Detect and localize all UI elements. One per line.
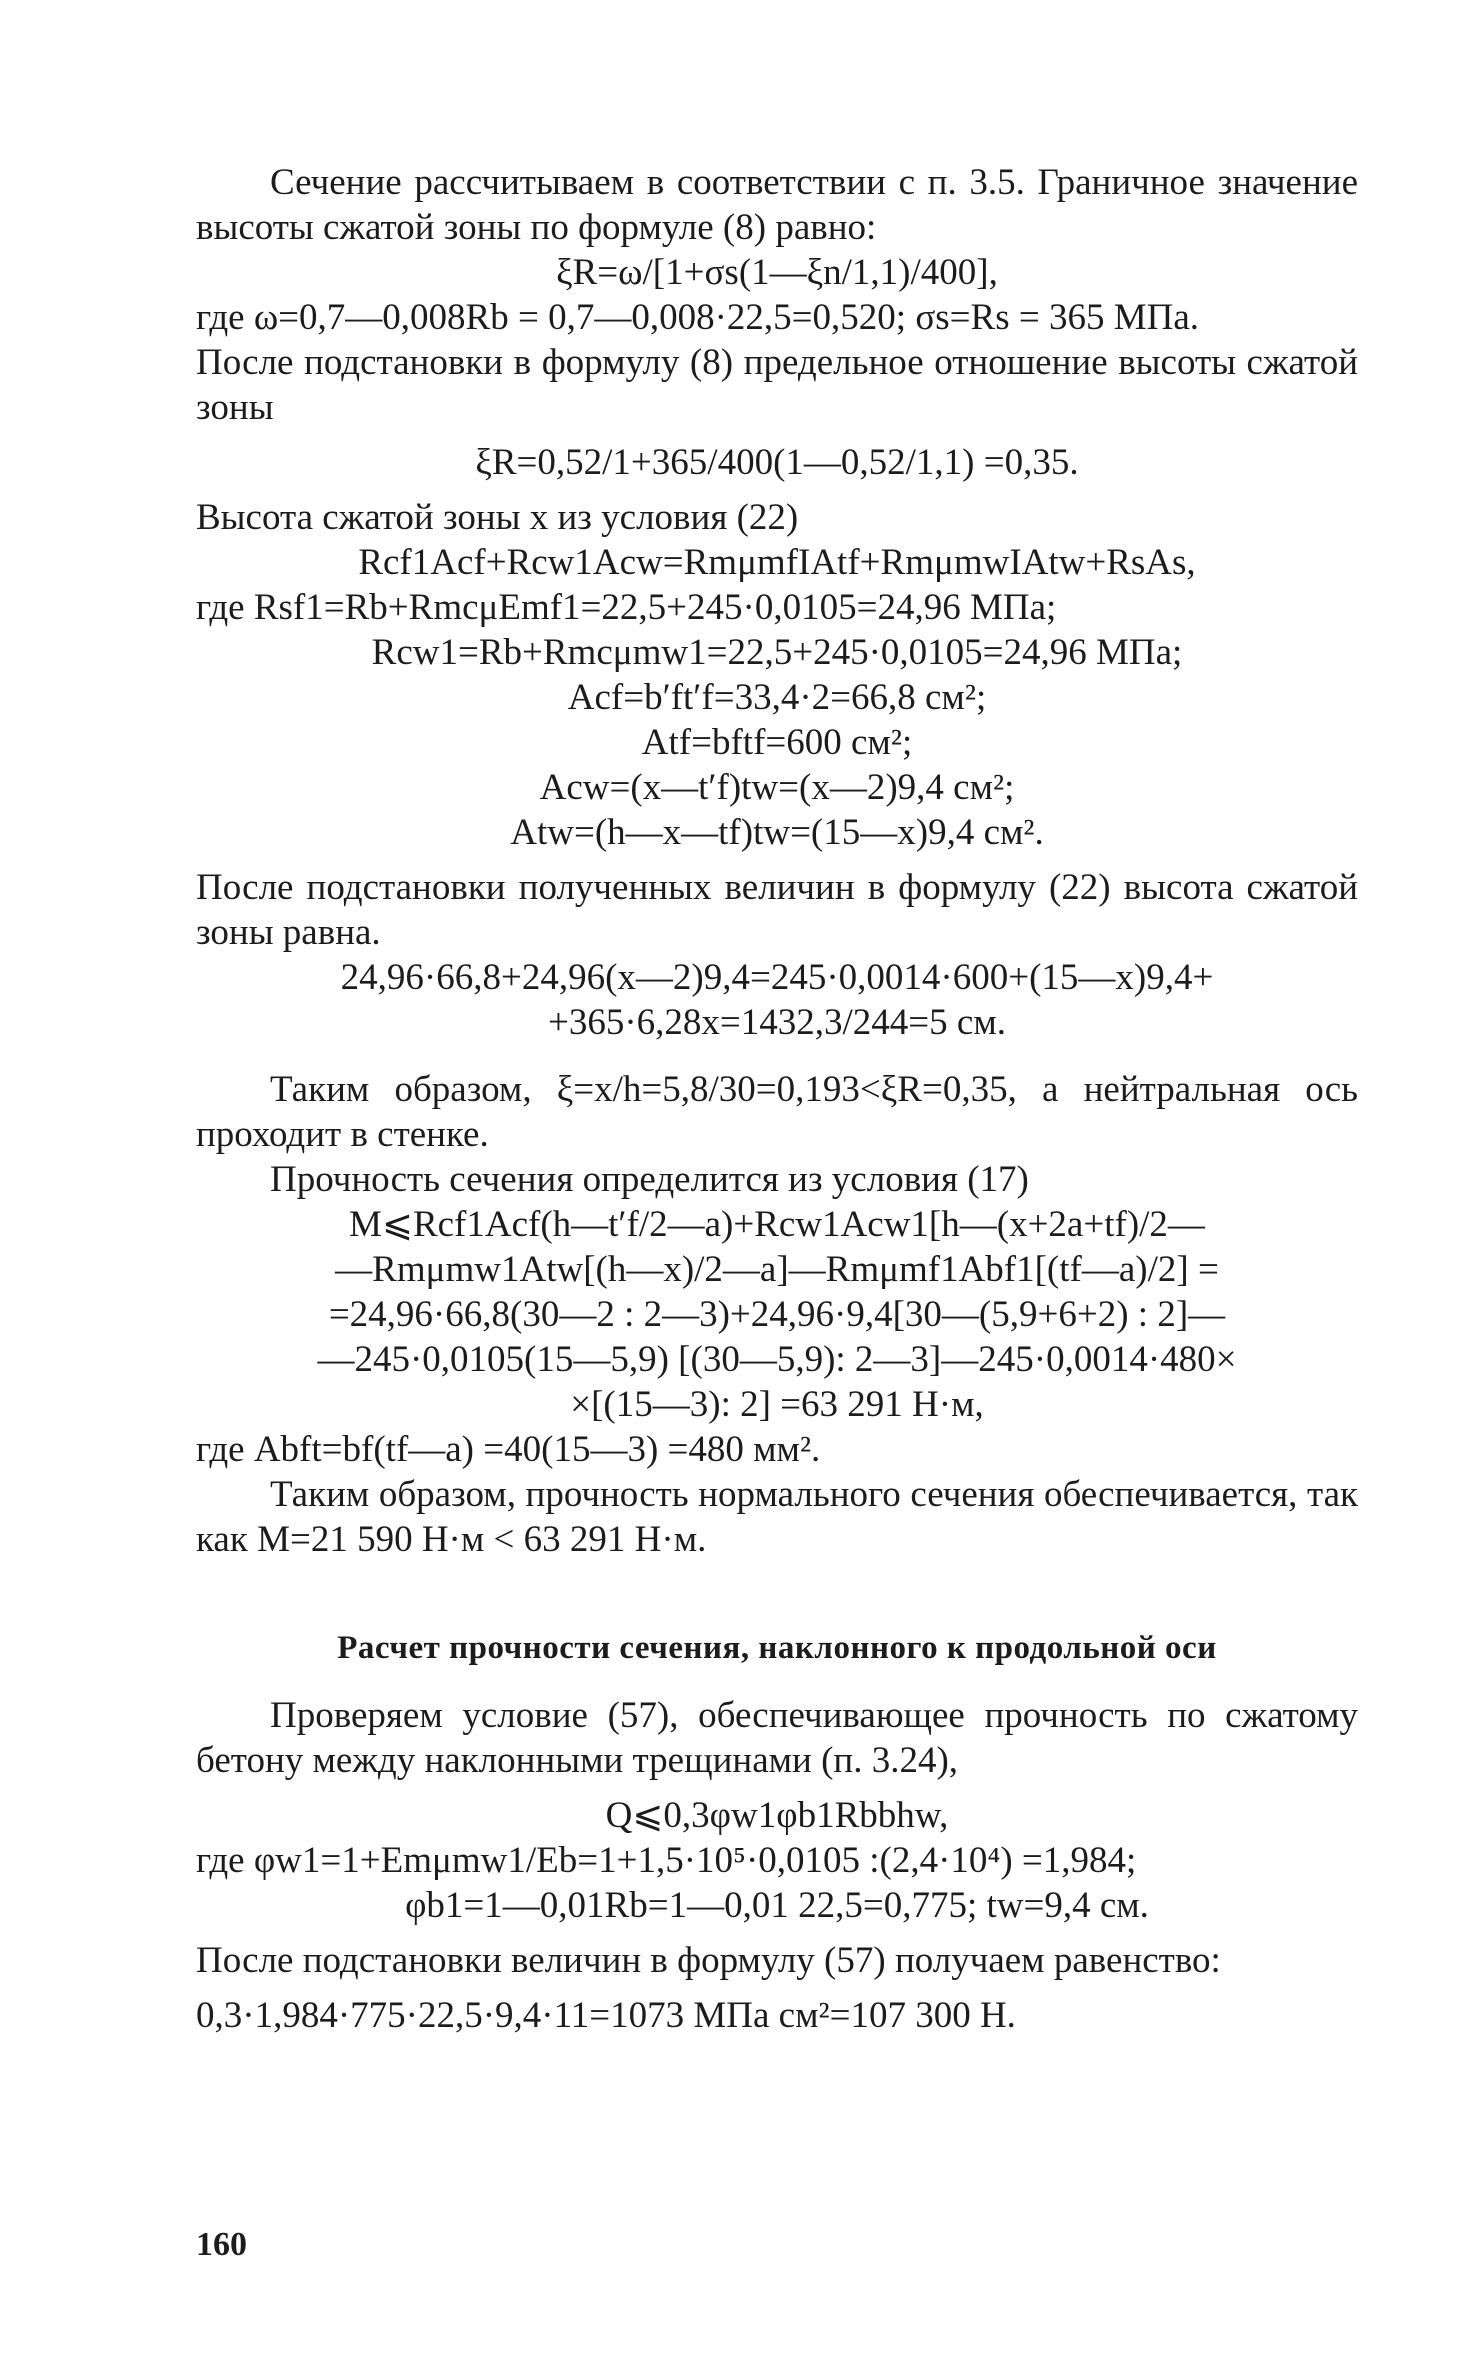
formula: Atf=bftf=600 см²; bbox=[641, 722, 913, 763]
formula: где Rsf1=Rb+RmcμEmf1=22,5+245·0,0105=24,96 МПа; bbox=[196, 587, 1057, 628]
formula: Atw=(h—x—tf)tw=(15—x)9,4 см². bbox=[510, 812, 1044, 853]
page-body bbox=[196, 160, 1358, 2038]
formula: ×[(15—3): 2] =63 291 Н·м, bbox=[570, 1384, 984, 1425]
paragraph: Высота сжатой зоны x из условия (22) bbox=[196, 497, 799, 538]
paragraph: Таким образом, прочность нормального сечения обеспечивается, так как M=21 590 Н·м < 63 291 Н·м. bbox=[196, 1474, 1358, 1560]
formula: ξR=0,52/1+365/400(1—0,52/1,1) =0,35. bbox=[475, 442, 1079, 483]
formula: =24,96·66,8(30—2 : 2—3)+24,96·9,4[30—(5,9+6+2) : 2]— bbox=[328, 1294, 1226, 1335]
page-number: 160 bbox=[196, 2226, 247, 2263]
formula: 24,96·66,8+24,96(x—2)9,4=245·0,0014·600+(15—x)9,4+ bbox=[340, 957, 1214, 998]
paragraph: После подстановки величин в формулу (57) получаем равенство: bbox=[196, 1940, 1221, 1981]
paragraph: Таким образом, ξ=x/h=5,8/30=0,193<ξR=0,35, а нейтральная ось проходит в стенке. bbox=[196, 1069, 1358, 1155]
section-heading: Расчет прочности сечения, наклонного к продольной оси bbox=[337, 1630, 1217, 1666]
formula: —Rmμmw1Atw[(h—x)/2—a]—Rmμmf1Abf1[(tf—a)/2] = bbox=[335, 1249, 1219, 1290]
formula: M⩽Rcf1Acf(h—t′f/2—a)+Rcw1Acw1[h—(x+2a+tf)/2— bbox=[349, 1204, 1205, 1245]
formula: Rcw1=Rb+Rmcμmw1=22,5+245·0,0105=24,96 МПа; bbox=[371, 632, 1183, 673]
formula: —245·0,0105(15—5,9) [(30—5,9): 2—3]—245·0,0014·480× bbox=[317, 1339, 1237, 1380]
formula-explanation: где Abft=bf(tf—a) =40(15—3) =480 мм². bbox=[196, 1429, 821, 1470]
paragraph: Прочность сечения определится из условия (17) bbox=[270, 1159, 1029, 1200]
formula: ξR=ω/[1+σs(1—ξn/1,1)/400], bbox=[556, 252, 998, 293]
formula: Acw=(x—t′f)tw=(x—2)9,4 см²; bbox=[539, 767, 1015, 808]
formula: где φw1=1+Emμmw1/Eb=1+1,5·10⁵·0,0105 :(2,4·10⁴) =1,984; bbox=[196, 1840, 1137, 1881]
paragraph: Сечение рассчитываем в соответствии с п. 3.5. Граничное значение высоты сжатой зоны по формуле (8) равно: bbox=[196, 162, 1358, 248]
formula: 0,3·1,984·775·22,5·9,4·11=1073 МПа см²=107 300 Н. bbox=[196, 1995, 1016, 2036]
formula: Q⩽0,3φw1φb1Rbbhw, bbox=[605, 1795, 949, 1836]
formula-explanation: где ω=0,7—0,008Rb = 0,7—0,008·22,5=0,520; σs=Rs = 365 МПа. bbox=[196, 297, 1200, 338]
formula: +365·6,28x=1432,3/244=5 см. bbox=[547, 1002, 1007, 1043]
formula: φb1=1—0,01Rb=1—0,01 22,5=0,775; tw=9,4 см. bbox=[405, 1885, 1149, 1926]
paragraph: После подстановки полученных величин в формулу (22) высота сжатой зоны равна. bbox=[196, 867, 1358, 953]
paragraph: После подстановки в формулу (8) предельное отношение высоты сжатой зоны bbox=[196, 342, 1358, 428]
paragraph: Проверяем условие (57), обеспечивающее прочность по сжатому бетону между наклонными трещинами (п. 3.24), bbox=[196, 1695, 1358, 1781]
formula: Acf=b′ft′f=33,4·2=66,8 см²; bbox=[567, 677, 987, 718]
formula: Rcf1Acf+Rcw1Acw=RmμmfIAtf+RmμmwIAtw+RsAs, bbox=[358, 542, 1196, 583]
